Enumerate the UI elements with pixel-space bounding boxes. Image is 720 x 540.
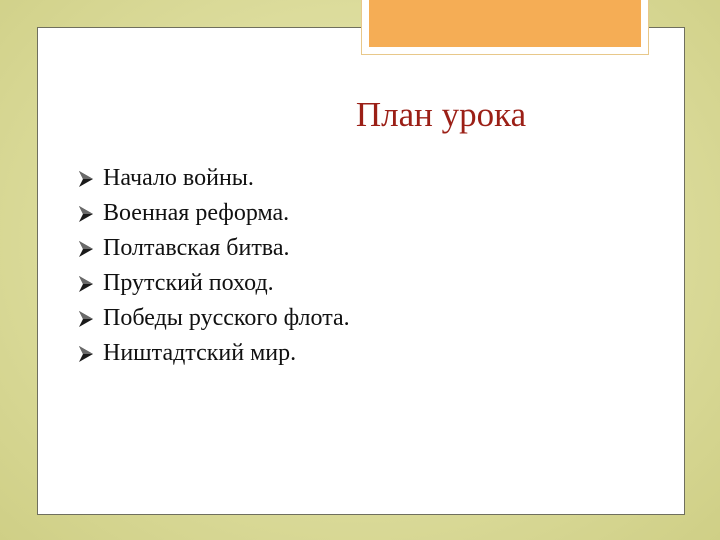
list-item-text: Военная реформа. — [103, 200, 290, 226]
list-item — [78, 231, 350, 266]
slide-title: План урока — [355, 95, 527, 134]
list-item-text: Полтавская битва. — [103, 235, 290, 261]
arrowhead-bullet-icon — [78, 205, 94, 223]
title-tab-accent — [369, 0, 641, 47]
list-item — [78, 336, 350, 371]
arrowhead-bullet-icon — [78, 170, 94, 188]
arrowhead-bullet-icon — [78, 240, 94, 258]
list-item — [78, 161, 350, 196]
list-item-text: Ништадтский мир. — [103, 340, 297, 366]
title-tab-decoration — [361, 0, 649, 55]
arrowhead-bullet-icon — [78, 310, 94, 328]
list-item-text: Начало войны. — [103, 165, 254, 191]
list-item — [78, 266, 350, 301]
bullet-list — [78, 161, 350, 371]
list-item-text: Прутский поход. — [103, 270, 274, 296]
list-item — [78, 301, 350, 336]
list-item-text: Победы русского флота. — [103, 305, 350, 331]
arrowhead-bullet-icon — [78, 345, 94, 363]
list-item — [78, 196, 350, 231]
arrowhead-bullet-icon — [78, 275, 94, 293]
